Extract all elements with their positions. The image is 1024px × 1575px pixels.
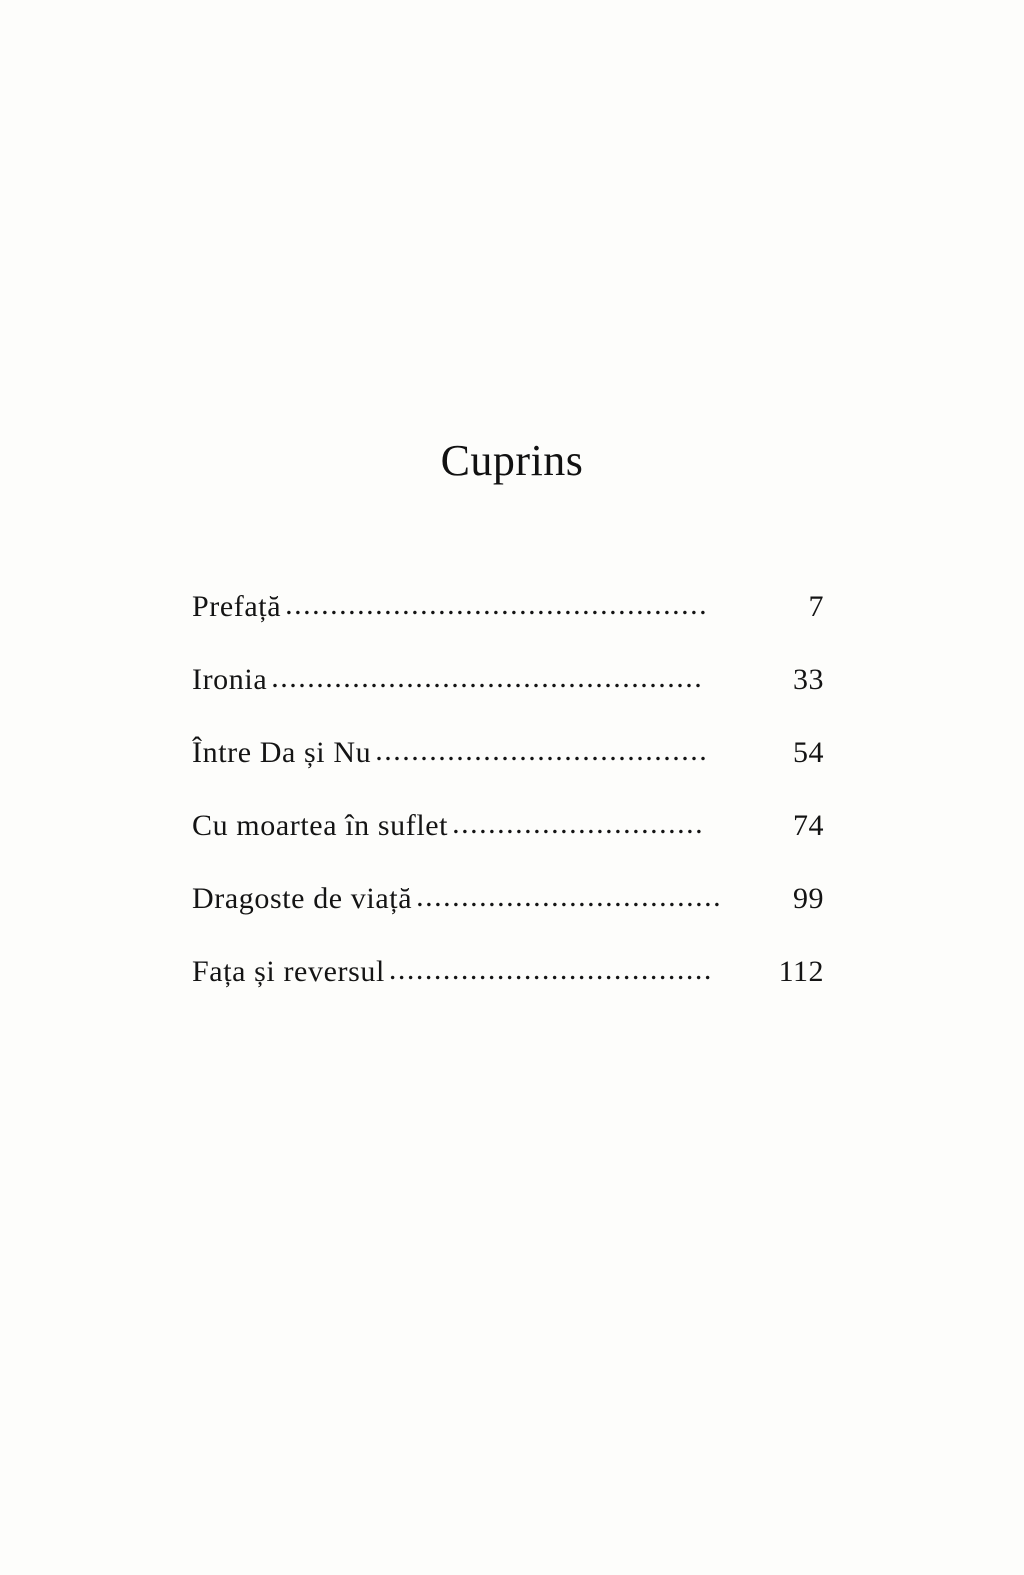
toc-entry-label: Între Da și Nu xyxy=(192,736,372,769)
toc-entry-label: Cu moartea în suflet xyxy=(192,809,449,842)
toc-leader-dots: ................................................ xyxy=(271,663,704,693)
list-item[interactable] xyxy=(192,738,824,811)
toc-leader-dots: ............................................... xyxy=(285,590,709,620)
toc-entry-page-number: 7 xyxy=(808,590,824,623)
toc-entry-label: Ironia xyxy=(192,663,268,696)
table-of-contents-list xyxy=(192,592,824,1030)
toc-entry-label: Fața și reversul xyxy=(192,955,385,988)
page-title: Cuprins xyxy=(440,436,584,485)
toc-entry-page-number: 112 xyxy=(778,955,824,988)
list-item[interactable] xyxy=(192,957,824,1030)
toc-entry-page-number: 54 xyxy=(793,736,824,769)
toc-entry-page-number: 74 xyxy=(793,809,824,842)
toc-entry-label: Dragoste de viață xyxy=(192,882,413,915)
toc-leader-dots: .................................... xyxy=(388,955,713,985)
toc-leader-dots: ..................................... xyxy=(375,736,709,766)
list-item[interactable] xyxy=(192,811,824,884)
toc-leader-dots: .................................. xyxy=(416,882,723,912)
list-item[interactable] xyxy=(192,884,824,957)
toc-entry-page-number: 33 xyxy=(793,663,824,696)
list-item[interactable] xyxy=(192,592,824,665)
toc-entry-page-number: 99 xyxy=(793,882,824,915)
toc-leader-dots: ............................ xyxy=(452,809,705,839)
list-item[interactable] xyxy=(192,665,824,738)
toc-entry-label: Prefață xyxy=(192,590,282,623)
